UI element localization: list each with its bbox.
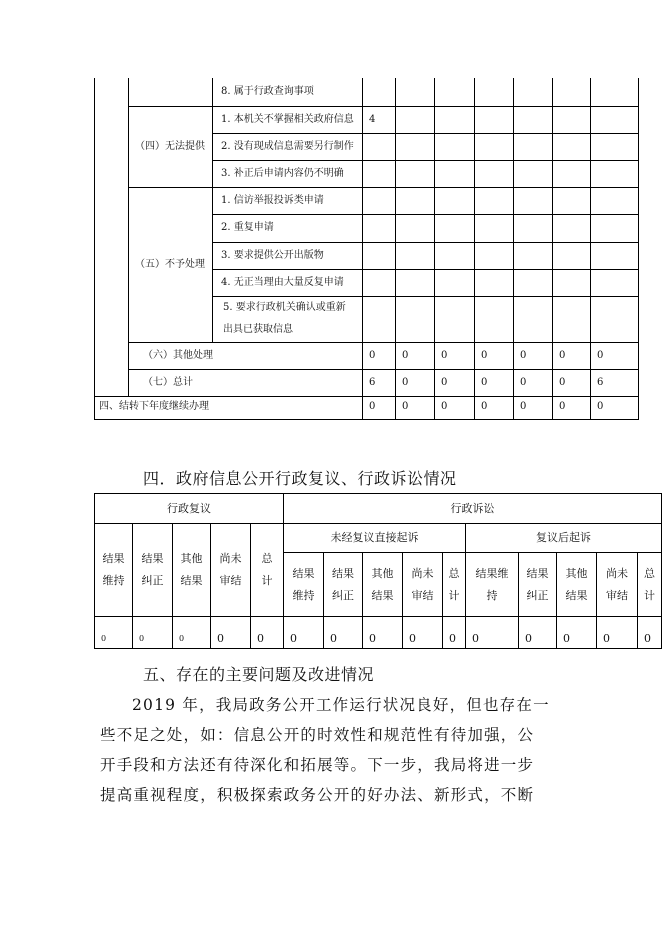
review-col-4: 尚未 审结 xyxy=(211,524,251,617)
after-col-3: 其他 结果 xyxy=(557,553,597,617)
value-cell: 0 xyxy=(597,617,638,649)
after-col-1: 结果维 持 xyxy=(466,553,519,617)
section5-line-3: 开手段和方法还有待深化和拓展等。下一步，我局将进一步 xyxy=(100,756,535,774)
cat6-value: 0 xyxy=(475,342,514,369)
direct-col-4: 尚未 审结 xyxy=(403,553,443,617)
cat5-label: （五）不予处理 xyxy=(129,187,213,342)
direct-col-5: 总 计 xyxy=(443,553,466,617)
row8-label: 8. 属于行政查询事项 xyxy=(213,78,363,106)
cat6-value: 0 xyxy=(514,342,553,369)
cat6-value: 0 xyxy=(553,342,591,369)
section5-line-4: 提高重视程度，积极探索政务公开的好办法、新形式，不断 xyxy=(100,786,535,804)
value-cell: 0 xyxy=(211,617,251,649)
review-col-2: 结果 纠正 xyxy=(133,524,173,617)
litigation-header: 行政诉讼 xyxy=(284,494,662,524)
carryover-value: 0 xyxy=(475,396,514,419)
cat6-value: 0 xyxy=(363,342,396,369)
carryover-value: 0 xyxy=(396,396,435,419)
carryover-value: 0 xyxy=(514,396,553,419)
value-cell: 0 xyxy=(284,617,324,649)
review-col-3: 其他 结果 xyxy=(173,524,211,617)
review-litigation-table xyxy=(94,493,662,649)
carryover-label: 四、结转下年度继续办理 xyxy=(95,396,363,419)
cat6-value: 0 xyxy=(396,342,435,369)
direct-col-1: 结果 维持 xyxy=(284,553,324,617)
section5-line-1: 2019 年，我局政务公开工作运行状况良好，但也存在一 xyxy=(132,696,550,714)
value-cell: 0 xyxy=(466,617,519,649)
disposal-table xyxy=(94,78,639,397)
cat5-item-1: 1. 信访举报投诉类申请 xyxy=(213,187,363,214)
cat7-value: 0 xyxy=(435,369,475,396)
carryover-value: 0 xyxy=(435,396,475,419)
value-cell: 0 xyxy=(95,617,133,649)
value-cell: 0 xyxy=(443,617,466,649)
cat7-value: 0 xyxy=(514,369,553,396)
after-col-2: 结果 纠正 xyxy=(519,553,557,617)
value-cell: 0 xyxy=(403,617,443,649)
carryover-value: 0 xyxy=(553,396,591,419)
cat7-value: 6 xyxy=(363,369,396,396)
cat4-item-1: 1. 本机关不掌握相关政府信息 xyxy=(213,106,363,133)
section5-title: 五、存在的主要问题及改进情况 xyxy=(143,665,375,684)
value-cell: 0 xyxy=(324,617,363,649)
value-cell: 0 xyxy=(363,617,403,649)
review-col-1: 结果 维持 xyxy=(95,524,133,617)
cat4-item-2: 2. 没有现成信息需要另行制作 xyxy=(213,133,363,160)
cat6-label: （六）其他处理 xyxy=(129,342,363,369)
after-col-4: 尚未 审结 xyxy=(597,553,638,617)
value-cell: 0 xyxy=(638,617,662,649)
value-cell: 0 xyxy=(173,617,211,649)
value-cell: 0 xyxy=(557,617,597,649)
cat5-item-5-line2: 出具已获取信息 xyxy=(223,324,293,335)
cat7-value: 0 xyxy=(475,369,514,396)
cat7-value: 6 xyxy=(591,369,639,396)
cat7-value: 0 xyxy=(553,369,591,396)
review-col-5: 总 计 xyxy=(251,524,284,617)
carryover-value: 0 xyxy=(363,396,396,419)
after-header: 复议后起诉 xyxy=(466,524,662,553)
section4-title: 四．政府信息公开行政复议、行政诉讼情况 xyxy=(143,469,457,488)
cat7-value: 0 xyxy=(396,369,435,396)
carryover-value: 0 xyxy=(591,396,639,419)
cat5-item-5 xyxy=(213,296,363,342)
cat6-value: 0 xyxy=(435,342,475,369)
left-spacer-cell xyxy=(95,78,129,396)
carryover-row-table xyxy=(94,396,639,420)
direct-header: 未经复议直接起诉 xyxy=(284,524,466,553)
direct-col-2: 结果 纠正 xyxy=(324,553,363,617)
value-cell: 0 xyxy=(133,617,173,649)
cat4-item-1-value: 4 xyxy=(363,106,396,133)
cat4-label: （四）无法提供 xyxy=(129,106,213,187)
value-cell: 0 xyxy=(251,617,284,649)
value-cell: 0 xyxy=(519,617,557,649)
cat5-item-2: 2. 重复申请 xyxy=(213,214,363,242)
review-header: 行政复议 xyxy=(95,494,284,524)
cat5-item-5-line1: 5. 要求行政机关确认或重新 xyxy=(223,302,346,313)
cat5-item-3: 3. 要求提供公开出版物 xyxy=(213,242,363,269)
cat3-cell xyxy=(129,78,213,106)
direct-col-3: 其他 结果 xyxy=(363,553,403,617)
after-col-5: 总 计 xyxy=(638,553,662,617)
section5-line-2: 些不足之处，如：信息公开的时效性和规范性有待加强，公 xyxy=(100,726,535,744)
cat4-item-3: 3. 补正后申请内容仍不明确 xyxy=(213,160,363,187)
cat5-item-4: 4. 无正当理由大量反复申请 xyxy=(213,269,363,296)
cat7-label: （七）总计 xyxy=(129,369,363,396)
cat6-value: 0 xyxy=(591,342,639,369)
